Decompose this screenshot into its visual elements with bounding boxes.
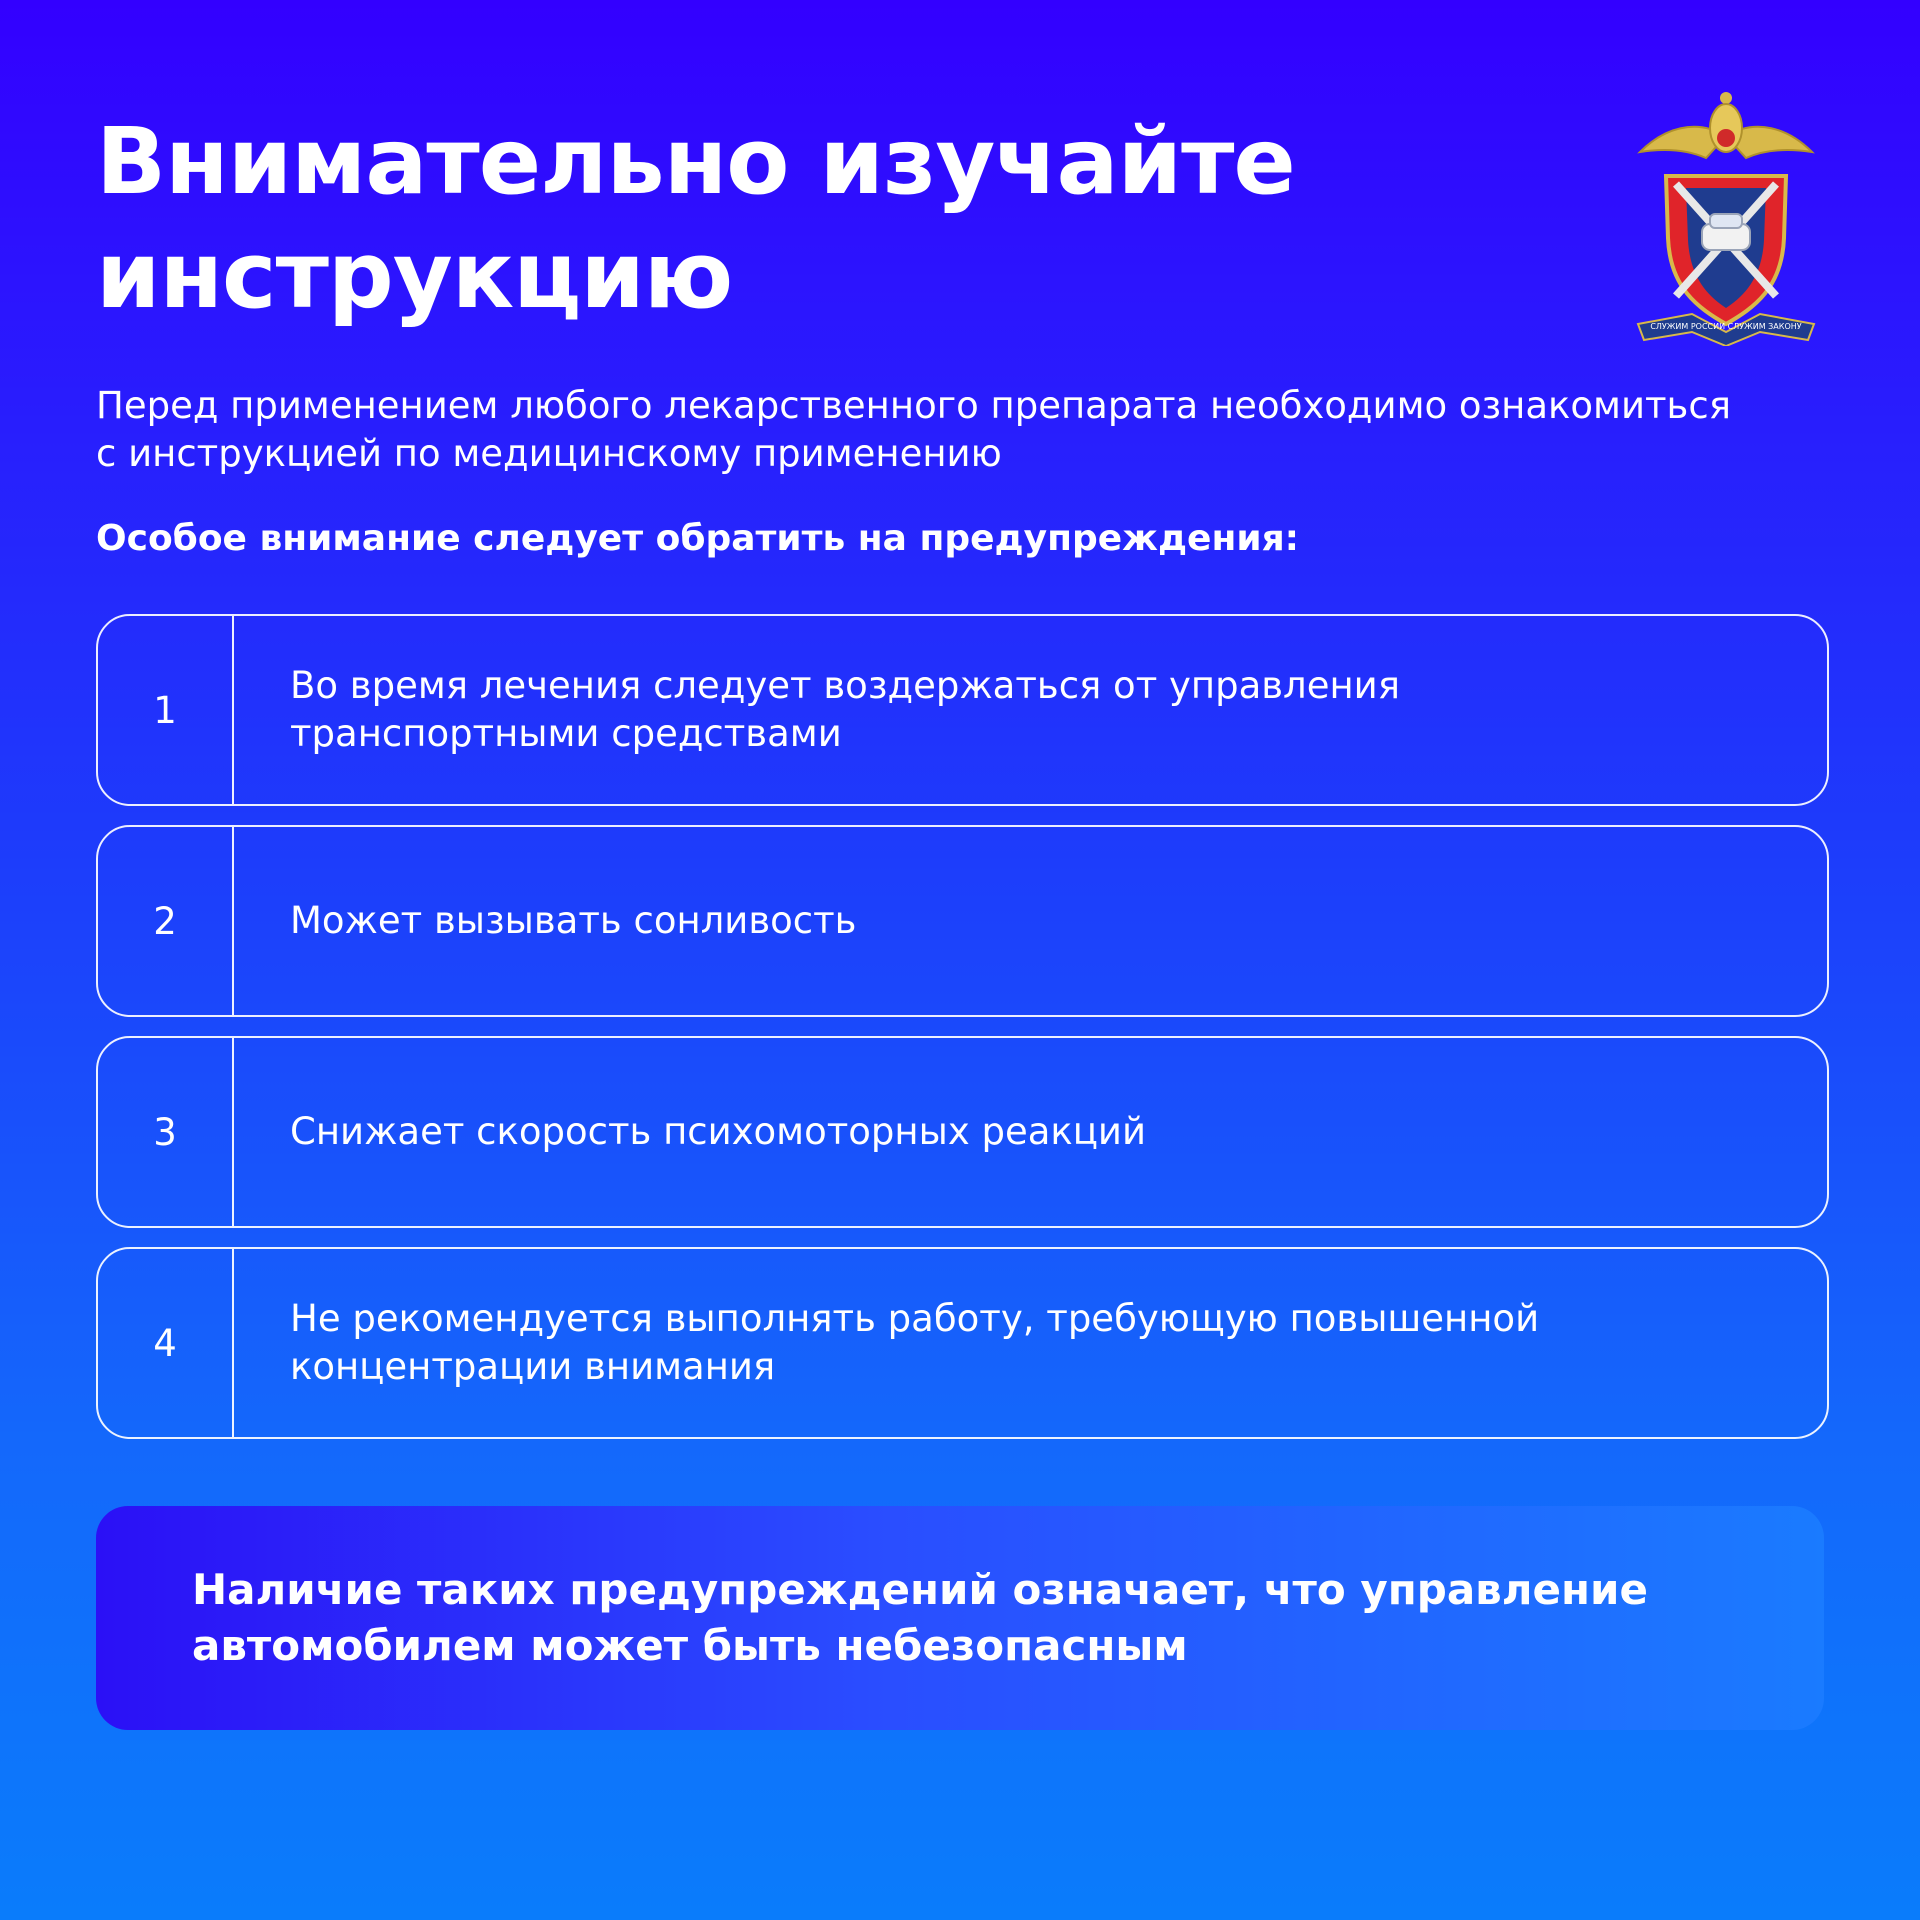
warning-item [96, 1247, 1829, 1439]
page-title-line-1: Внимательно изучайте [96, 108, 1295, 215]
warning-item [96, 1036, 1829, 1228]
callout-line-2: автомобилем может быть небезопасным [192, 1621, 1188, 1670]
page-title [96, 105, 1496, 333]
warning-text [234, 1249, 1539, 1437]
callout-line-1: Наличие таких предупреждений означает, что управление [192, 1565, 1648, 1614]
warning-text-line-1: Может вызывать сонливость [290, 899, 857, 942]
emblem-ribbon-text: СЛУЖИМ РОССИИ СЛУЖИМ ЗАКОНУ [1650, 322, 1802, 331]
warning-item [96, 825, 1829, 1017]
warning-text-line-2: транспортными средствами [290, 712, 842, 755]
warning-text-line-1: Снижает скорость психомоторных реакций [290, 1110, 1147, 1153]
warnings-list [96, 614, 1829, 1458]
page-title-line-2: инструкцию [96, 222, 733, 329]
warning-text [234, 616, 1400, 804]
warning-text-line-2: концентрации внимания [290, 1345, 776, 1388]
police-traffic-emblem-icon [1636, 88, 1816, 346]
intro-line-1: Перед применением любого лекарственного препарата необходимо ознакомиться [96, 384, 1731, 427]
warning-text [234, 827, 857, 1015]
warnings-heading: Особое внимание следует обратить на предупреждения: [96, 518, 1300, 559]
warning-number: 2 [98, 827, 234, 1015]
callout-box [96, 1506, 1824, 1730]
warning-number: 3 [98, 1038, 234, 1226]
warning-text-line-1: Не рекомендуется выполнять работу, требующую повышенной [290, 1297, 1540, 1340]
warning-number: 1 [98, 616, 234, 804]
intro-text [96, 382, 1856, 478]
warning-text [234, 1038, 1146, 1226]
warning-text-line-1: Во время лечения следует воздержаться от управления [290, 664, 1400, 707]
warning-item [96, 614, 1829, 806]
intro-line-2: с инструкцией по медицинскому применению [96, 432, 1002, 475]
warning-number: 4 [98, 1249, 234, 1437]
